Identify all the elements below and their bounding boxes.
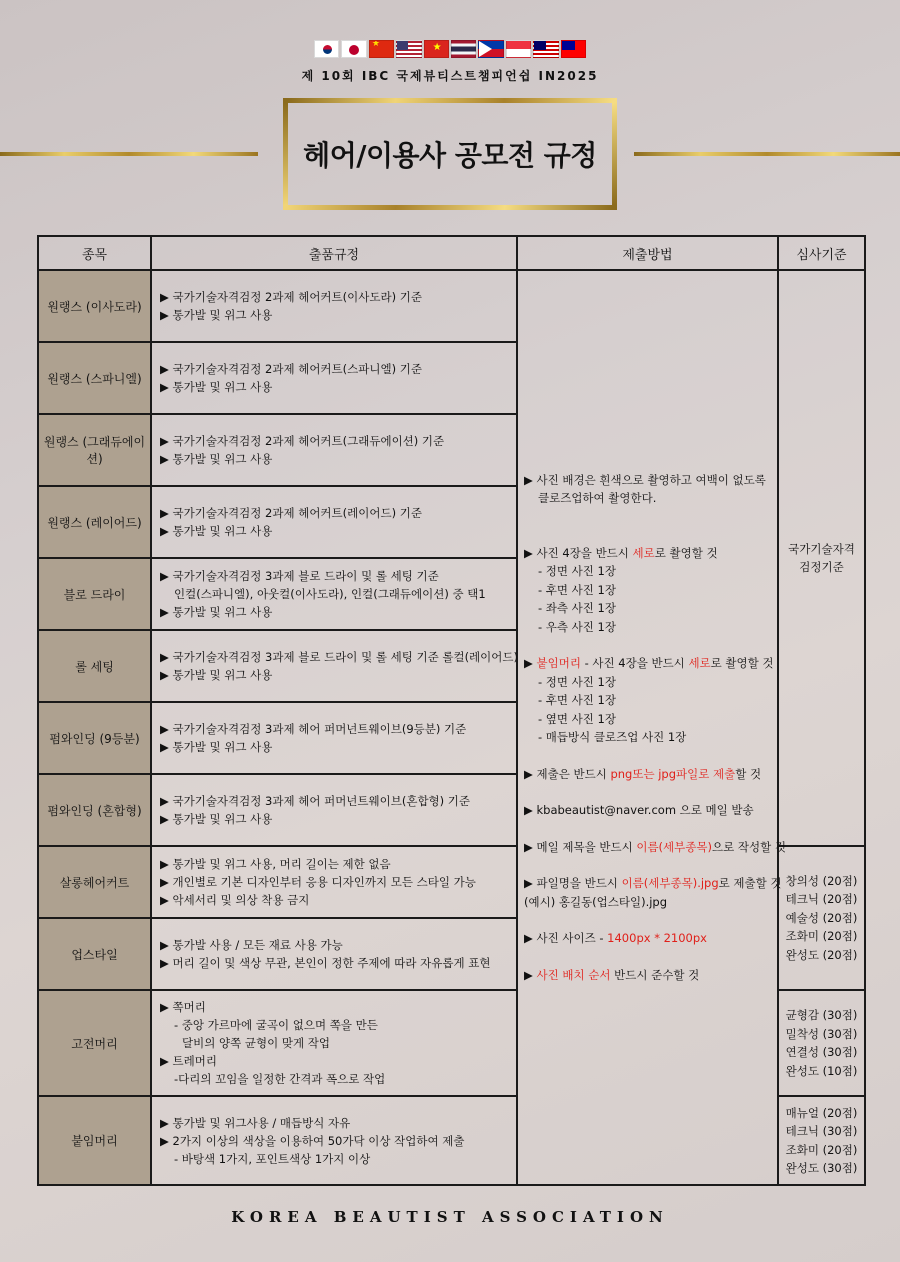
method-line: - 후면 사진 1장 <box>538 693 616 708</box>
header-rules: 출품규정 <box>151 236 517 270</box>
category-cell: 원랭스 (그래듀에이션) <box>38 414 151 486</box>
category-cell: 살롱헤어커트 <box>38 846 151 918</box>
rule-cell: ▶ 국가기술자격검정 2과제 헤어커트(그래듀에이션) 기준 ▶ 통가발 및 위그 사용 <box>151 414 517 486</box>
method-line: ▶ 붙임머리 - 사진 4장을 반드시 세로로 촬영할 것 <box>524 656 774 671</box>
footer-association: KOREA BEAUTIST ASSOCIATION <box>231 1208 669 1226</box>
rule-cell: ▶ 국가기술자격검정 3과제 헤어 퍼머넌트웨이브(9등분) 기준 ▶ 통가발 및 위그 사용 <box>151 702 517 774</box>
submission-method-cell <box>517 270 786 1185</box>
header-criteria: 심사기준 <box>778 236 865 270</box>
gold-divider-right <box>634 152 900 156</box>
category-cell: 롤 세팅 <box>38 630 151 702</box>
method-line: ▶ 사진 4장을 반드시 세로로 촬영할 것 <box>524 545 718 560</box>
method-line: - 매듭방식 클로즈업 사진 1장 <box>538 730 687 745</box>
method-line: - 후면 사진 1장 <box>538 582 616 597</box>
china-flag-icon <box>369 40 394 58</box>
method-line: (예시) 홍길동(업스타일).jpg <box>524 894 668 909</box>
rule-line: ▶ 국가기술자격검정 2과제 헤어커트(이사도라) 기준 <box>160 290 422 304</box>
table-row <box>38 270 865 342</box>
method-line: ▶ 제출은 반드시 png또는 jpg파일로 제출할 것 <box>524 766 762 781</box>
page-title: 헤어/이용사 공모전 규정 <box>303 139 597 172</box>
method-line: ▶ 파일명을 반드시 이름(세부종목).jpg로 제출할 것 <box>524 876 782 891</box>
method-line: - 좌측 사진 1장 <box>538 601 616 616</box>
rule-cell: ▶ 국가기술자격검정 2과제 헤어커트(스파니엘) 기준 ▶ 통가발 및 위그 사용 <box>151 342 517 414</box>
rule-cell: ▶ 국가기술자격검정 3과제 블로 드라이 및 롤 세팅 기준 인컬(스파니엘), 아웃컬(이사도라), 인컬(그래듀에이션) 중 택1 ▶ 통가발 및 위그 사용 <box>151 558 517 630</box>
category-cell: 원랭스 (스파니엘) <box>38 342 151 414</box>
method-line: - 정면 사진 1장 <box>538 564 616 579</box>
method-line: - 우측 사진 1장 <box>538 619 616 634</box>
rule-cell: ▶ 국가기술자격검정 3과제 블로 드라이 및 롤 세팅 기준 롤컬(레이어드) ▶ 통가발 및 위그 사용 <box>151 630 517 702</box>
taiwan-flag-icon <box>561 40 586 58</box>
gold-divider-left <box>0 152 258 156</box>
title-frame <box>283 98 617 210</box>
method-line: 클로즈업하여 촬영한다. <box>538 491 657 506</box>
category-cell: 업스타일 <box>38 918 151 990</box>
contact-email: ▶ kbabeautist@naver.com 으로 메일 발송 <box>524 803 754 818</box>
philippines-flag-icon <box>478 40 503 58</box>
method-line: ▶ 사진 배경은 흰색으로 촬영하고 여백이 없도록 <box>524 472 766 487</box>
rule-line: ▶ 통가발 및 위그 사용 <box>160 308 273 322</box>
header-category: 종목 <box>38 236 151 270</box>
category-cell: 펌와인딩 (9등분) <box>38 702 151 774</box>
method-line: ▶ 메일 제목을 반드시 이름(세부종목)으로 작성할 것 <box>524 839 786 854</box>
rule-cell: ▶ 통가발 및 위그 사용, 머리 길이는 제한 없음 ▶ 개인별로 기본 디자인부터 응용 디자인까지 모든 스타일 가능 ▶ 악세서리 및 의상 착용 금지 <box>151 846 517 918</box>
vietnam-flag-icon <box>424 40 449 58</box>
category-cell: 원랭스 (이사도라) <box>38 270 151 342</box>
category-cell: 붙임머리 <box>38 1096 151 1185</box>
method-line: - 정면 사진 1장 <box>538 674 616 689</box>
category-cell: 펌와인딩 (혼합형) <box>38 774 151 846</box>
singapore-flag-icon <box>506 40 531 58</box>
rules-table <box>37 235 866 1186</box>
method-line: ▶ 사진 배치 순서 반드시 준수할 것 <box>524 967 700 982</box>
method-line: ▶ 사진 사이즈 - 1400px * 2100px <box>524 931 707 946</box>
rule-cell <box>151 270 517 342</box>
korea-flag-icon <box>314 40 339 58</box>
rule-cell: ▶ 국가기술자격검정 2과제 헤어커트(레이어드) 기준 ▶ 통가발 및 위그 사용 <box>151 486 517 558</box>
table-header-row <box>38 236 865 270</box>
rule-cell: ▶ 국가기술자격검정 3과제 헤어 퍼머넌트웨이브(혼합형) 기준 ▶ 통가발 및 위그 사용 <box>151 774 517 846</box>
criteria-classic-cell: 균형감 (30점) 밀착성 (30점) 연결성 (30점) 완성도 (10점) <box>778 990 865 1096</box>
method-line: - 옆면 사진 1장 <box>538 711 616 726</box>
rule-cell: ▶ 쪽머리 - 중앙 가르마에 굴곡이 없으며 쪽을 만든 달비의 양쪽 균형이 맞게 작업 ▶ 트레머리 -다리의 꼬임을 일정한 간격과 폭으로 작업 <box>151 990 517 1096</box>
criteria-national-cell: 국가기술자격 검정기준 <box>778 270 865 846</box>
category-cell: 블로 드라이 <box>38 558 151 630</box>
malaysia-flag-icon <box>533 40 558 58</box>
header-method: 제출방법 <box>517 236 778 270</box>
rule-cell: ▶ 통가발 및 위그사용 / 매듭방식 자유 ▶ 2가지 이상의 색상을 이용하여 50가닥 이상 작업하여 제출 - 바탕색 1가지, 포인트색상 1가지 이상 <box>151 1096 517 1185</box>
flags-row <box>314 40 586 58</box>
event-subtitle: 제 10회 IBC 국제뷰티스트챔피언쉽 IN2025 <box>301 69 599 83</box>
usa-flag-icon <box>396 40 421 58</box>
rule-cell: ▶ 통가발 사용 / 모든 재료 사용 가능 ▶ 머리 길이 및 색상 무관, 본인이 정한 주제에 따라 자유롭게 표현 <box>151 918 517 990</box>
category-cell: 고전머리 <box>38 990 151 1096</box>
category-cell: 원랭스 (레이어드) <box>38 486 151 558</box>
thailand-flag-icon <box>451 40 476 58</box>
japan-flag-icon <box>341 40 366 58</box>
criteria-salon-cell: 창의성 (20점) 테크닉 (20점) 예술성 (20점) 조화미 (20점) 완성도 (20점) <box>778 846 865 990</box>
criteria-extension-cell: 매뉴얼 (20점) 테크닉 (30점) 조화미 (20점) 완성도 (30점) <box>778 1096 865 1185</box>
